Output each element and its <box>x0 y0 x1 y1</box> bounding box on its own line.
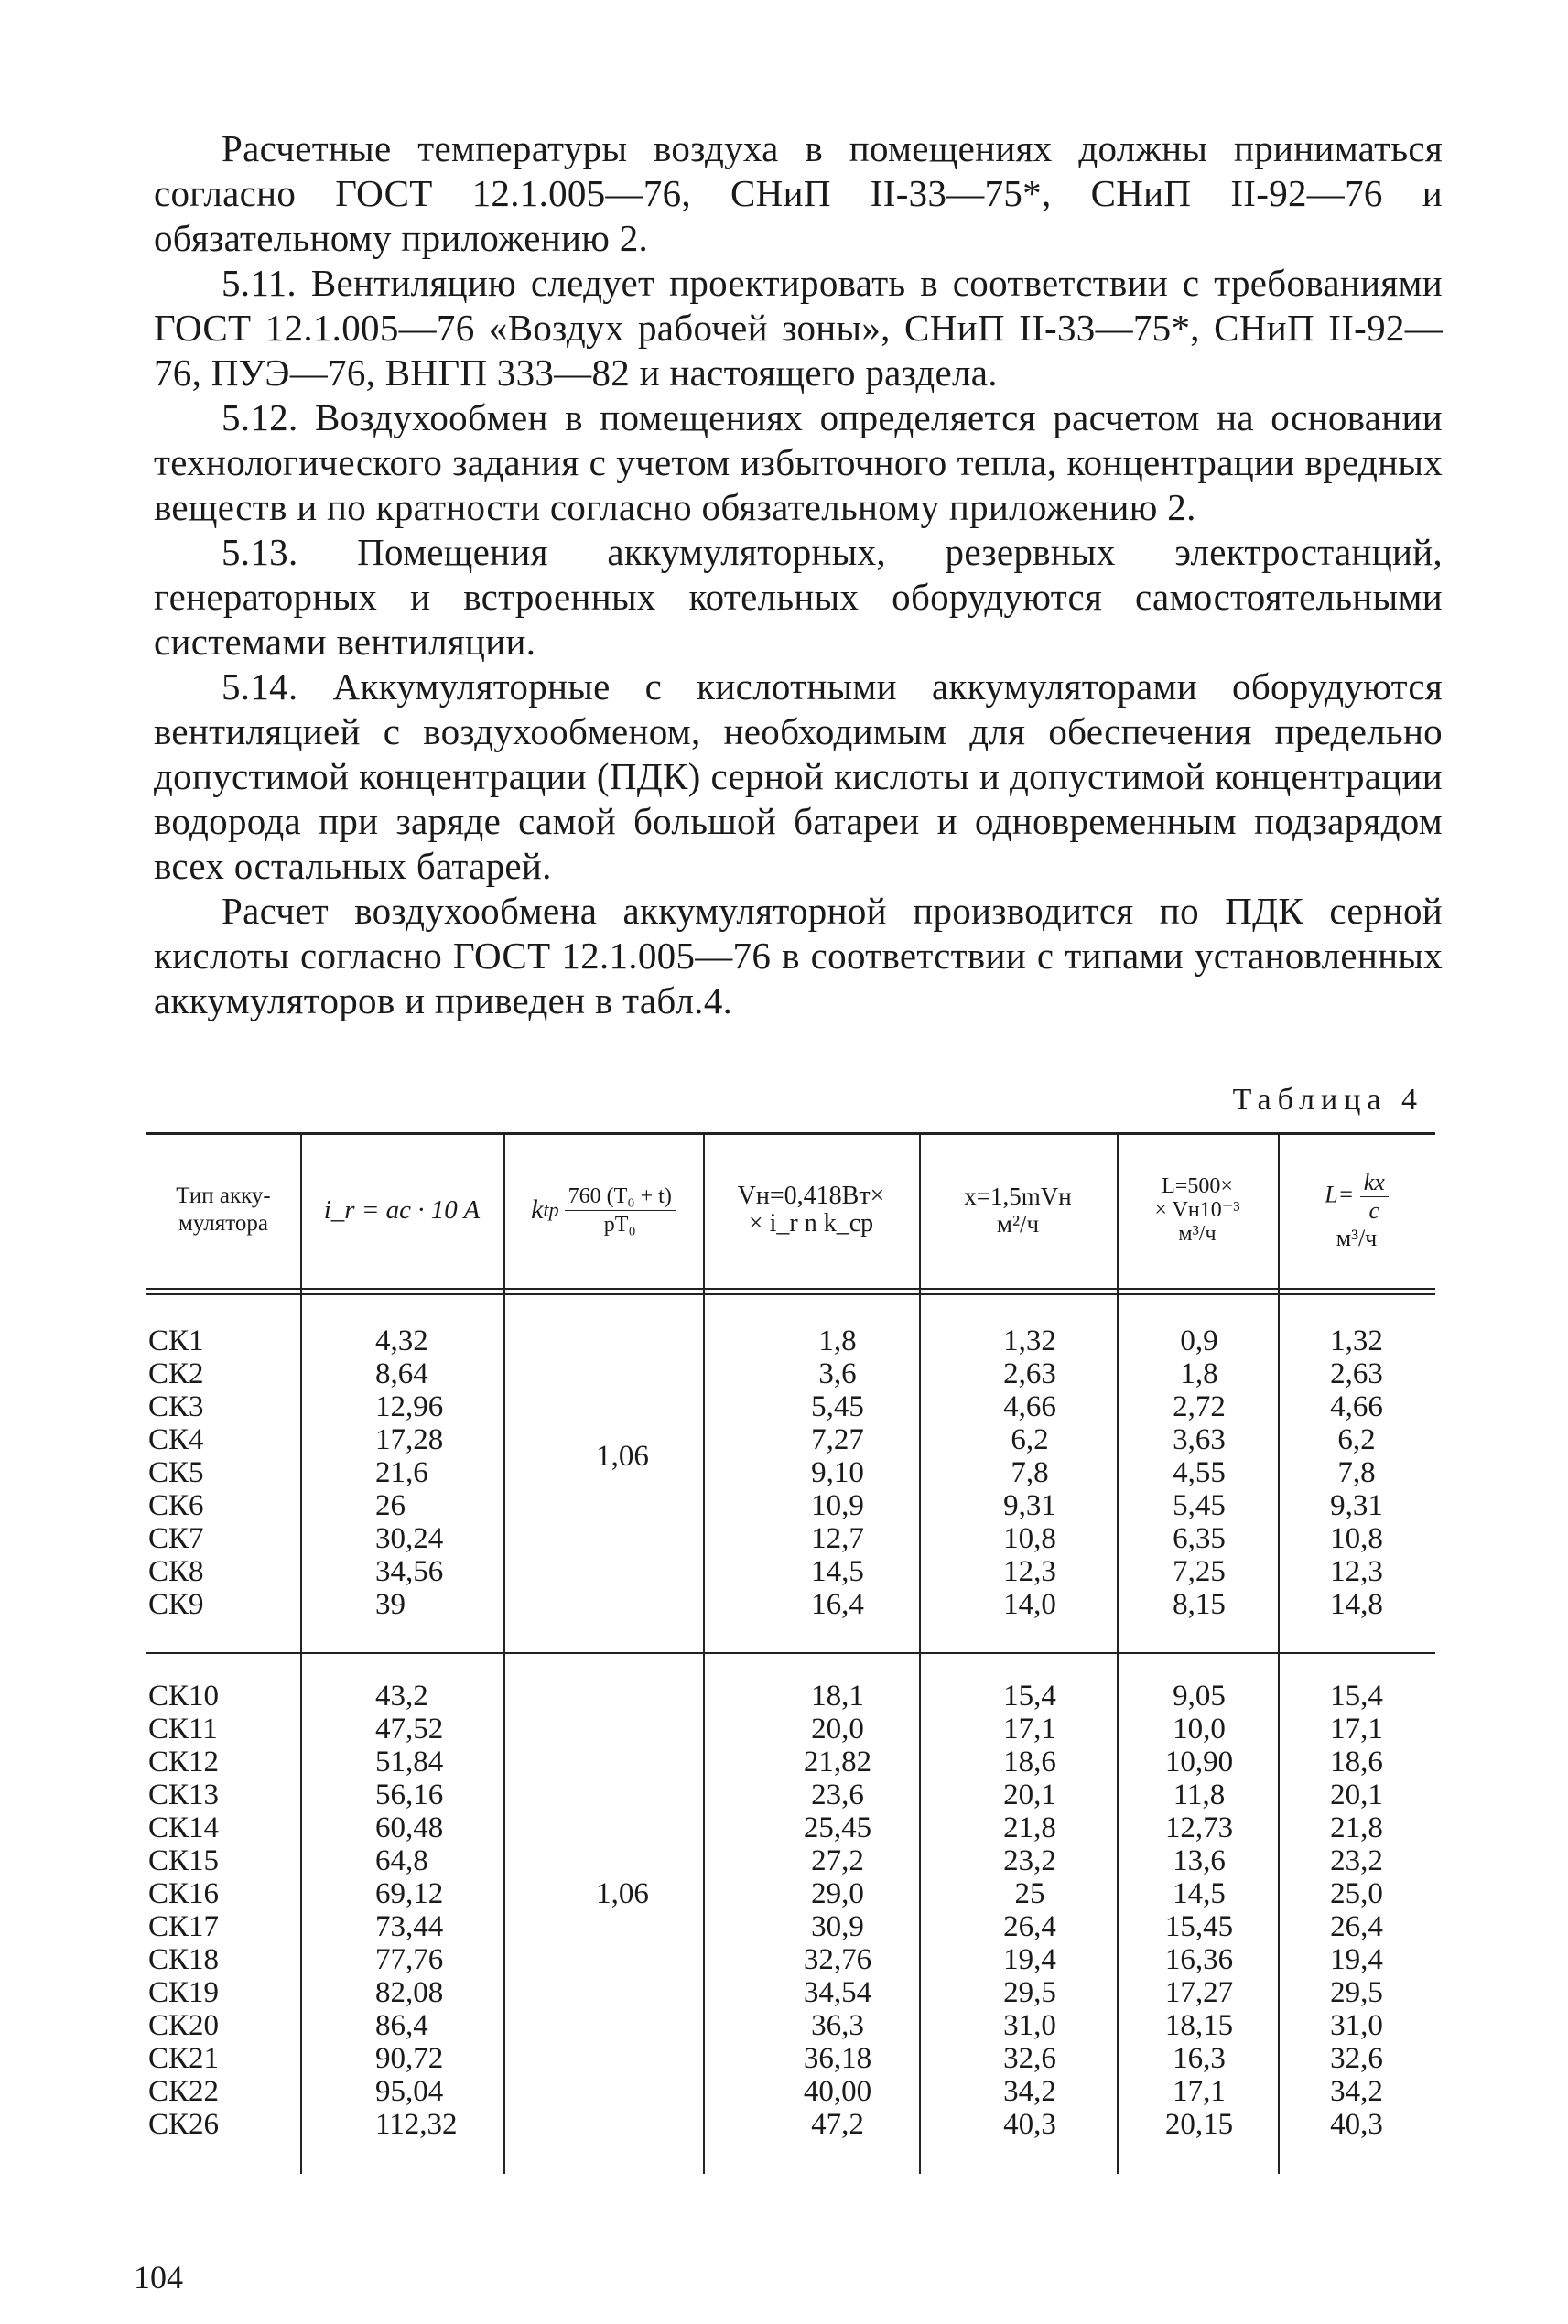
table-cell-types: СК6 <box>148 1489 204 1522</box>
table-cell-vh: 12,7 <box>811 1522 864 1555</box>
table-cell-l500: 5,45 <box>1173 1489 1226 1522</box>
table-cell-vh: 23,6 <box>811 1778 864 1811</box>
table-cell-vh: 47,2 <box>811 2108 864 2141</box>
header-l500-unit: м³/ч <box>1178 1222 1217 1246</box>
table-cell-vh: 3,6 <box>818 1357 857 1390</box>
group1-temp-coef: 1,06 <box>596 1440 649 1473</box>
paragraph-5-12: 5.12. Воздухообмен в помещениях определяется расчетом на основании технологического задания с учетом избыточного тепла, концентрации вредных веществ и по кратности согласно обязательному приложению 2. <box>154 396 1443 528</box>
table-cell-x: 4,66 <box>1003 1390 1056 1423</box>
table-caption: Таблица 4 <box>1232 1083 1423 1117</box>
table-cell-lkx: 18,6 <box>1330 1746 1383 1778</box>
header-lkx-formula <box>1325 1169 1389 1225</box>
table-cell-l500: 17,27 <box>1164 1976 1234 2009</box>
table-cell-types: СК1 <box>148 1324 204 1357</box>
table-cell-current: 77,76 <box>375 1943 444 1976</box>
table-cell-current: 43,2 <box>375 1680 428 1713</box>
table-cell-current: 112,32 <box>375 2108 458 2141</box>
table-cell-lkx: 9,31 <box>1330 1489 1383 1522</box>
header-vh-line2: × i_r n k_ср <box>748 1209 874 1238</box>
table-cell-lkx: 34,2 <box>1330 2075 1383 2108</box>
table-cell-l500: 13,6 <box>1173 1844 1226 1877</box>
table-cell-l500: 3,63 <box>1173 1423 1226 1456</box>
table-cell-l500: 0,9 <box>1180 1324 1218 1357</box>
table-cell-types: СК17 <box>148 1910 220 1943</box>
table-cell-l500: 9,05 <box>1173 1680 1226 1713</box>
table-cell-vh: 20,0 <box>811 1713 864 1746</box>
table-cell-x: 20,1 <box>1003 1778 1056 1811</box>
table-cell-current: 64,8 <box>375 1844 428 1877</box>
table-cell-x: 29,5 <box>1003 1976 1056 2009</box>
col-divider-1 <box>300 1132 302 2174</box>
table-cell-x: 17,1 <box>1003 1713 1056 1746</box>
table-cell-lkx: 10,8 <box>1330 1522 1383 1555</box>
table-cell-lkx: 12,3 <box>1330 1555 1383 1588</box>
table-cell-current: 73,44 <box>375 1910 444 1943</box>
table-cell-current: 34,56 <box>375 1555 444 1588</box>
table-cell-l500: 1,8 <box>1180 1357 1218 1390</box>
table-cell-x: 14,0 <box>1003 1588 1056 1621</box>
table-cell-types: СК9 <box>148 1588 204 1621</box>
table-cell-lkx: 14,8 <box>1330 1588 1383 1621</box>
table-cell-current: 21,6 <box>375 1456 428 1489</box>
table-cell-types: СК11 <box>148 1713 218 1746</box>
table-cell-l500: 15,45 <box>1164 1910 1234 1943</box>
group2-x <box>920 1680 1140 2141</box>
group2-l500 <box>1117 1680 1281 2141</box>
table-cell-lkx: 26,4 <box>1330 1910 1383 1943</box>
table-cell-lkx: 1,32 <box>1330 1324 1383 1357</box>
table-cell-vh: 32,76 <box>803 1943 872 1976</box>
table-cell-types: СК13 <box>148 1778 220 1811</box>
table-cell-vh: 40,00 <box>803 2075 872 2108</box>
header-lkx-prefix: L= <box>1325 1180 1355 1207</box>
table-cell-types: СК4 <box>148 1423 204 1456</box>
table-cell-x: 18,6 <box>1003 1746 1056 1778</box>
table-cell-x: 2,63 <box>1003 1357 1056 1390</box>
table-cell-types: СК18 <box>148 1943 220 1976</box>
table-cell-l500: 8,15 <box>1173 1588 1226 1621</box>
paragraph-calculation: Расчет воздухообмена аккумуляторной производится по ПДК серной кислоты согласно ГОСТ 12.1.005—76 в соответствии с типами установленных аккумуляторов и приведен в табл.4. <box>154 890 1443 1021</box>
col-divider-2 <box>503 1132 505 2174</box>
table-cell-current: 30,24 <box>375 1522 444 1555</box>
group2-types <box>148 1680 286 2141</box>
header-type-line2: мулятора <box>178 1211 268 1236</box>
table-cell-vh: 36,3 <box>811 2009 864 2042</box>
table-cell-x: 12,3 <box>1003 1555 1056 1588</box>
table-cell-current: 56,16 <box>375 1778 444 1811</box>
header-temp-numerator: 760 (T₀ + t) <box>565 1183 676 1211</box>
table-cell-vh: 36,18 <box>803 2042 872 2075</box>
table-cell-l500: 16,36 <box>1164 1943 1234 1976</box>
table-cell-lkx: 4,66 <box>1330 1390 1383 1423</box>
table-cell-lkx: 23,2 <box>1330 1844 1383 1877</box>
table-cell-current: 12,96 <box>375 1390 444 1423</box>
header-temp-coef <box>503 1132 703 1288</box>
table-cell-current: 26 <box>375 1489 406 1522</box>
table-cell-types: СК15 <box>148 1844 220 1877</box>
table-cell-vh: 30,9 <box>811 1910 864 1943</box>
table-cell-x: 10,8 <box>1003 1522 1056 1555</box>
paragraph-5-11: 5.11. Вентиляцию следует проектировать в соответствии с требованиями ГОСТ 12.1.005—76 «Воздух рабочей зоны», СНиП II-33—75*, СНиП II-92—76, ПУЭ—76, ВНГП 333—82 и настоящего раздела. <box>154 262 1443 394</box>
table-cell-types: СК12 <box>148 1746 220 1778</box>
header-current: i_r = ac · 10 A <box>323 1195 481 1225</box>
table-cell-vh: 16,4 <box>811 1588 864 1621</box>
header-lkx-denominator: c <box>1368 1196 1380 1224</box>
group-separator-rule <box>146 1652 1435 1654</box>
table-cell-lkx: 31,0 <box>1330 2009 1383 2042</box>
table-cell-l500: 7,25 <box>1173 1555 1226 1588</box>
table-cell-lkx: 7,8 <box>1337 1456 1376 1489</box>
table-cell-lkx: 20,1 <box>1330 1778 1383 1811</box>
header-lkx-numerator: kx <box>1360 1169 1389 1197</box>
table-cell-vh: 25,45 <box>803 1811 872 1844</box>
table-cell-types: СК16 <box>148 1877 220 1910</box>
table-cell-current: 95,04 <box>375 2075 444 2108</box>
table-cell-x: 26,4 <box>1003 1910 1056 1943</box>
group2-temp-coef: 1,06 <box>596 1877 649 1910</box>
header-type-line1: Тип акку- <box>176 1184 271 1208</box>
table-cell-vh: 18,1 <box>811 1680 864 1713</box>
table-cell-current: 47,52 <box>375 1713 444 1746</box>
table-cell-x: 25 <box>1014 1877 1045 1910</box>
table-cell-types: СК7 <box>148 1522 204 1555</box>
group2-current <box>320 1680 503 2141</box>
table-cell-types: СК22 <box>148 2075 220 2108</box>
paragraph-temperatures: Расчетные температуры воздуха в помещениях должны приниматься согласно ГОСТ 12.1.005—76, СНиП II-33—75*, СНиП II-92—76 и обязательному приложению 2. <box>154 127 1443 259</box>
table-cell-vh: 29,0 <box>811 1877 864 1910</box>
header-x-unit: м²/ч <box>996 1210 1040 1238</box>
table-cell-lkx: 19,4 <box>1330 1943 1383 1976</box>
table-cell-x: 15,4 <box>1003 1680 1056 1713</box>
table-cell-types: СК20 <box>148 2009 220 2042</box>
header-l500-line2: × Vн10⁻³ <box>1154 1198 1240 1222</box>
table-cell-current: 69,12 <box>375 1877 444 1910</box>
header-temp-fraction <box>565 1183 676 1238</box>
table-cell-vh: 1,8 <box>818 1324 857 1357</box>
table-cell-vh: 27,2 <box>811 1844 864 1877</box>
table-cell-lkx: 2,63 <box>1330 1357 1383 1390</box>
table-cell-x: 40,3 <box>1003 2108 1056 2141</box>
header-temp-k: k <box>531 1194 544 1225</box>
table-cell-l500: 10,0 <box>1173 1713 1226 1746</box>
table-cell-lkx: 32,6 <box>1330 2042 1383 2075</box>
header-l500-line1: L=500× <box>1162 1174 1233 1198</box>
table-cell-l500: 10,90 <box>1164 1746 1234 1778</box>
table-cell-lkx: 40,3 <box>1330 2108 1383 2141</box>
group1-types <box>148 1324 286 1621</box>
paragraph-5-14: 5.14. Аккумуляторные с кислотными аккумуляторами оборудуются вентиляцией с воздухообменом, необходимым для обеспечения предельно допустимой концентрации (ПДК) серной кислоты и допустимой концентрации водорода при заряде самой большой батареи и одновременным подзарядом всех остальных батарей. <box>154 665 1443 887</box>
table-cell-l500: 6,35 <box>1173 1522 1226 1555</box>
table-cell-lkx: 17,1 <box>1330 1713 1383 1746</box>
table-cell-lkx: 29,5 <box>1330 1976 1383 2009</box>
table-cell-x: 7,8 <box>1011 1456 1049 1489</box>
header-lkx <box>1278 1132 1435 1288</box>
table-cell-l500: 2,72 <box>1173 1390 1226 1423</box>
table-cell-lkx: 15,4 <box>1330 1680 1383 1713</box>
table-cell-l500: 16,3 <box>1173 2042 1226 2075</box>
table-cell-l500: 4,55 <box>1173 1456 1226 1489</box>
table-cell-current: 8,64 <box>375 1357 428 1390</box>
header-lkx-unit: м³/ч <box>1336 1224 1378 1251</box>
table-cell-current: 60,48 <box>375 1811 444 1844</box>
table-cell-l500: 18,15 <box>1164 2009 1234 2042</box>
group1-lkx <box>1278 1324 1435 1621</box>
table-cell-current: 4,32 <box>375 1324 428 1357</box>
table-cell-lkx: 6,2 <box>1337 1423 1376 1456</box>
table-cell-types: СК2 <box>148 1357 204 1390</box>
table-cell-types: СК3 <box>148 1390 204 1423</box>
table-cell-l500: 20,15 <box>1164 2108 1234 2141</box>
table-cell-x: 19,4 <box>1003 1943 1056 1976</box>
header-temp-denominator: pT₀ <box>603 1212 636 1237</box>
table-cell-current: 90,72 <box>375 2042 444 2075</box>
table-cell-vh: 21,82 <box>803 1746 872 1778</box>
table-cell-current: 17,28 <box>375 1423 444 1456</box>
table-cell-types: СК26 <box>148 2108 220 2141</box>
table-cell-x: 1,32 <box>1003 1324 1056 1357</box>
table-cell-current: 86,4 <box>375 2009 428 2042</box>
table-cell-vh: 7,27 <box>811 1423 864 1456</box>
header-temp-sub: tp <box>543 1198 559 1221</box>
table-cell-vh: 10,9 <box>811 1489 864 1522</box>
group1-l500 <box>1117 1324 1281 1621</box>
table-cell-l500: 12,73 <box>1164 1811 1234 1844</box>
table-cell-x: 9,31 <box>1003 1489 1056 1522</box>
group2-lkx <box>1278 1680 1435 2141</box>
table-cell-x: 6,2 <box>1011 1423 1049 1456</box>
table-cell-x: 31,0 <box>1003 2009 1056 2042</box>
body-text <box>154 126 1443 1023</box>
table-cell-lkx: 21,8 <box>1330 1811 1383 1844</box>
header-bottom-rule-2 <box>146 1293 1435 1295</box>
table-cell-types: СК21 <box>148 2042 220 2075</box>
header-bottom-rule <box>146 1288 1435 1290</box>
table-cell-x: 21,8 <box>1003 1811 1056 1844</box>
table-cell-lkx: 25,0 <box>1330 1877 1383 1910</box>
table-cell-l500: 11,8 <box>1173 1778 1226 1811</box>
group1-current <box>320 1324 503 1621</box>
table-cell-vh: 14,5 <box>811 1555 864 1588</box>
group1-x <box>920 1324 1140 1621</box>
header-l500 <box>1117 1132 1278 1288</box>
table-cell-vh: 5,45 <box>811 1390 864 1423</box>
table-cell-vh: 34,54 <box>803 1976 872 2009</box>
table-cell-types: СК5 <box>148 1456 204 1489</box>
table-cell-x: 32,6 <box>1003 2042 1056 2075</box>
table-cell-types: СК19 <box>148 1976 220 2009</box>
header-type <box>146 1132 300 1288</box>
header-x <box>919 1132 1117 1288</box>
table-cell-current: 39 <box>375 1588 406 1621</box>
table-cell-x: 34,2 <box>1003 2075 1056 2108</box>
table-cell-l500: 17,1 <box>1173 2075 1226 2108</box>
header-vh <box>703 1132 919 1288</box>
table-cell-vh: 9,10 <box>811 1456 864 1489</box>
header-lkx-fraction <box>1360 1169 1389 1225</box>
paragraph-5-13: 5.13. Помещения аккумуляторных, резервных электростанций, генераторных и встроенных котельных оборудуются самостоятельными системами вентиляции. <box>154 531 1443 663</box>
table-cell-current: 82,08 <box>375 1976 444 2009</box>
table-cell-types: СК8 <box>148 1555 204 1588</box>
table-cell-types: СК14 <box>148 1811 220 1844</box>
table-cell-x: 23,2 <box>1003 1844 1056 1877</box>
table-cell-types: СК10 <box>148 1680 220 1713</box>
header-vh-line1: Vн=0,418Вт× <box>737 1182 885 1210</box>
header-x-line1: x=1,5mVн <box>964 1183 1072 1210</box>
page-number: 104 <box>134 2259 183 2296</box>
table-cell-l500: 14,5 <box>1173 1877 1226 1910</box>
table-cell-current: 51,84 <box>375 1746 444 1778</box>
